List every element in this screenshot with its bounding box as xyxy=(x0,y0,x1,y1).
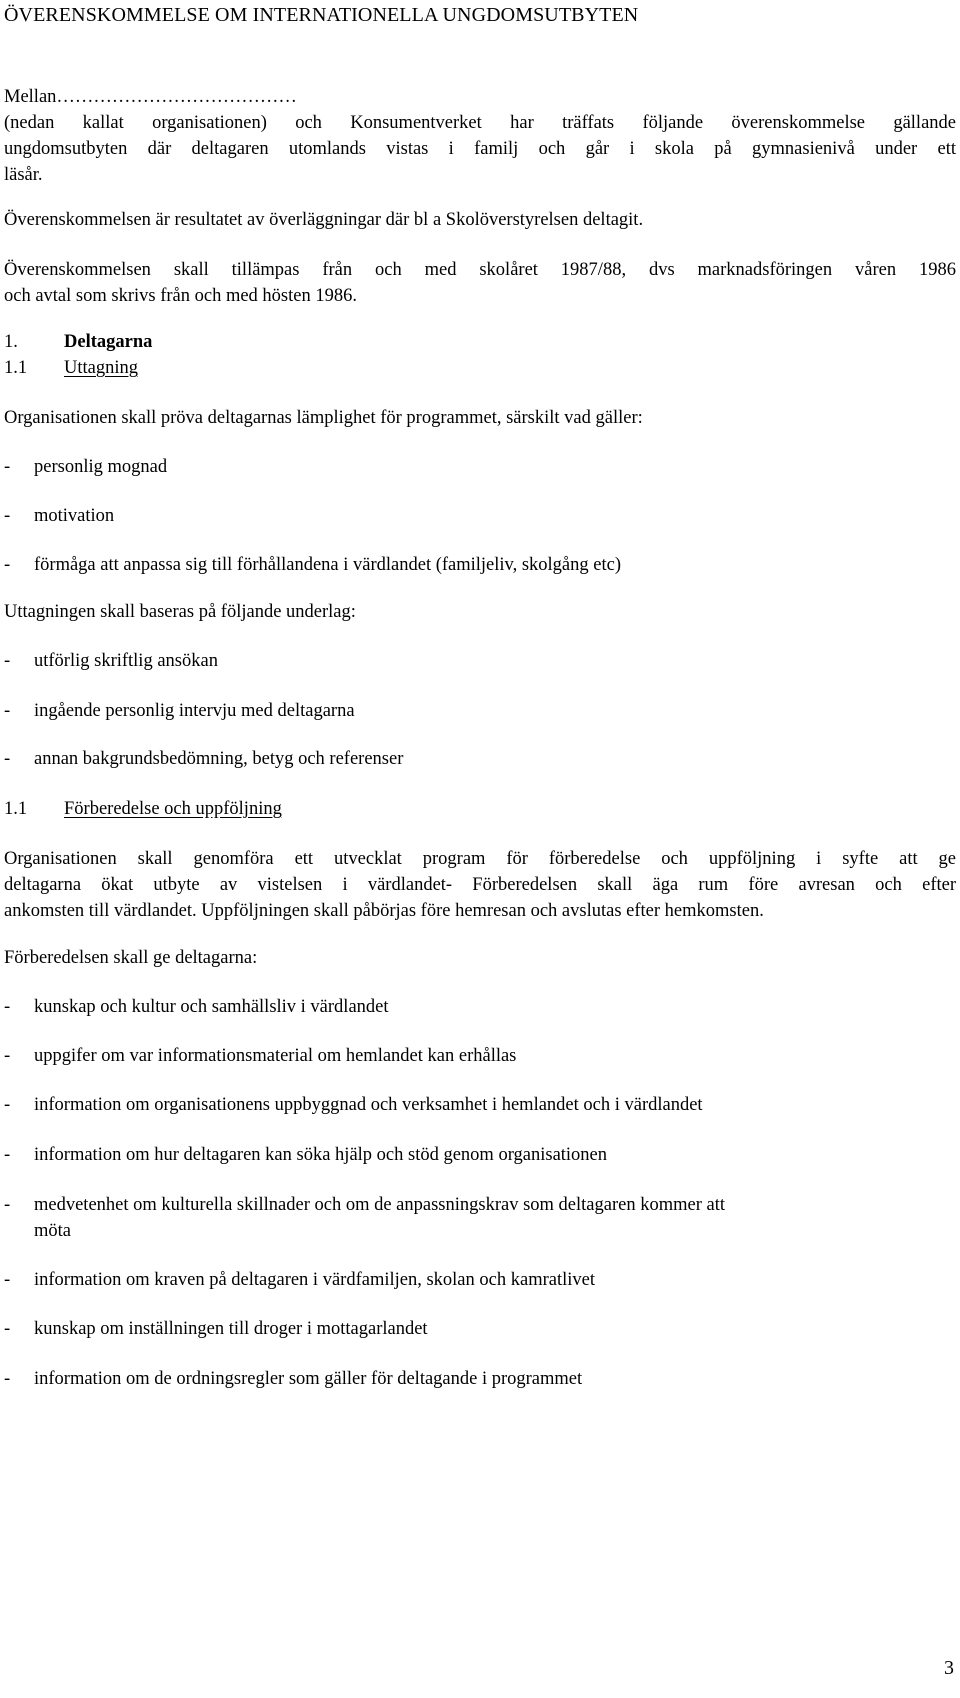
basis-paragraph xyxy=(4,207,956,233)
list-dash: - xyxy=(4,506,11,526)
preparation-line: Organisationen skall genomföra ett utvecklat program för förberedelse och uppföljning i syfte att ge xyxy=(4,849,956,869)
subsection-heading xyxy=(4,355,956,381)
list-item xyxy=(4,1267,904,1293)
list-item xyxy=(4,1366,904,1392)
list-dash: - xyxy=(4,701,11,721)
list-item-text: förmåga att anpassa sig till förhållandena i värdlandet (familjeliv, skolgång etc) xyxy=(34,555,621,575)
page-number: 3 xyxy=(944,1657,954,1679)
list-item xyxy=(4,454,904,480)
list-dash: - xyxy=(4,1046,11,1066)
list-item xyxy=(4,698,904,724)
list-item-text: personlig mognad xyxy=(34,457,168,477)
list-dash: - xyxy=(4,1270,11,1290)
basis-intro-text: Uttagningen skall baseras på följande underlag: xyxy=(4,602,356,622)
list-item-text: medvetenhet om kulturella skillnader och om de anpassningskrav som deltagaren kommer att xyxy=(34,1195,725,1215)
preparation-paragraph xyxy=(4,846,956,924)
subsection-heading xyxy=(4,796,956,822)
selection-intro xyxy=(4,405,956,431)
list-item xyxy=(4,552,904,578)
list-dash: - xyxy=(4,457,11,477)
apply-line: och avtal som skrivs från och med hösten 1986. xyxy=(4,286,357,306)
subsection-number: 1.1 xyxy=(4,358,28,378)
section-heading xyxy=(4,329,956,355)
subsection-number: 1.1 xyxy=(4,799,28,819)
list-item-text: information om de ordningsregler som gäller för deltagande i programmet xyxy=(34,1369,583,1389)
list-item xyxy=(4,1092,904,1118)
selection-intro-text: Organisationen skall pröva deltagarnas lämplighet för programmet, särskilt vad gäller: xyxy=(4,408,643,428)
apply-line: Överenskommelsen skall tillämpas från och med skolåret 1987/88, dvs marknadsföringen våren 1986 xyxy=(4,260,956,280)
list-dash: - xyxy=(4,1319,11,1339)
section-title: Deltagarna xyxy=(64,332,153,352)
basis-line: Överenskommelsen är resultatet av överläggningar där bl a Skolöverstyrelsen deltagit. xyxy=(4,210,644,230)
list-item xyxy=(4,648,904,674)
basis-intro xyxy=(4,599,956,625)
list-item-text: uppgifer om var informationsmaterial om hemlandet kan erhållas xyxy=(34,1046,517,1066)
list-item xyxy=(4,1043,904,1069)
list-dash: - xyxy=(4,749,11,769)
list-item xyxy=(4,746,904,772)
list-item-text: kunskap om inställningen till droger i mottagarlandet xyxy=(34,1319,428,1339)
intro-line: läsår. xyxy=(4,165,43,185)
subsection-title: Uttagning xyxy=(64,358,138,378)
list-dash: - xyxy=(4,1195,11,1215)
list-item xyxy=(4,1142,904,1168)
intro-line: ungdomsutbyten där deltagaren utomlands vistas i familj och går i skola på gymnasienivå under ett xyxy=(4,139,956,159)
list-item-text: annan bakgrundsbedömning, betyg och referenser xyxy=(34,749,404,769)
list-item xyxy=(4,1192,904,1244)
list-item xyxy=(4,994,904,1020)
list-item-text: information om organisationens uppbyggnad och verksamhet i hemlandet och i värdlandet xyxy=(34,1095,703,1115)
list-dash: - xyxy=(4,651,11,671)
intro-line: Mellan………………………………… xyxy=(4,87,297,107)
document-title: ÖVERENSKOMMELSE OM INTERNATIONELLA UNGDOMSUTBYTEN xyxy=(4,4,639,26)
preparation-give-intro xyxy=(4,945,956,971)
intro-line: (nedan kallat organisationen) och Konsumentverket har träffats följande överenskommelse gällande xyxy=(4,113,956,133)
list-dash: - xyxy=(4,1369,11,1389)
list-dash: - xyxy=(4,1095,11,1115)
list-item xyxy=(4,1316,904,1342)
section-number: 1. xyxy=(4,332,18,352)
list-item-text: utförlig skriftlig ansökan xyxy=(34,651,218,671)
list-item-text: motivation xyxy=(34,506,115,526)
list-dash: - xyxy=(4,555,11,575)
list-item-text: kunskap och kultur och samhällsliv i värdlandet xyxy=(34,997,389,1017)
list-dash: - xyxy=(4,997,11,1017)
apply-paragraph xyxy=(4,257,956,309)
preparation-give-intro-text: Förberedelsen skall ge deltagarna: xyxy=(4,948,258,968)
subsection-title: Förberedelse och uppföljning xyxy=(64,799,282,819)
list-item-continuation: möta xyxy=(34,1221,71,1241)
preparation-line: ankomsten till värdlandet. Uppföljningen skall påbörjas före hemresan och avslutas efter hemkomsten. xyxy=(4,901,764,921)
list-item-text: ingående personlig intervju med deltagarna xyxy=(34,701,355,721)
preparation-line: deltagarna ökat utbyte av vistelsen i värdlandet- Förberedelsen skall äga rum före avresan och efter xyxy=(4,875,956,895)
list-dash: - xyxy=(4,1145,11,1165)
list-item-text: information om kraven på deltagaren i värdfamiljen, skolan och kamratlivet xyxy=(34,1270,595,1290)
list-item-text: information om hur deltagaren kan söka hjälp och stöd genom organisationen xyxy=(34,1145,608,1165)
intro-paragraph xyxy=(4,84,956,188)
list-item xyxy=(4,503,904,529)
